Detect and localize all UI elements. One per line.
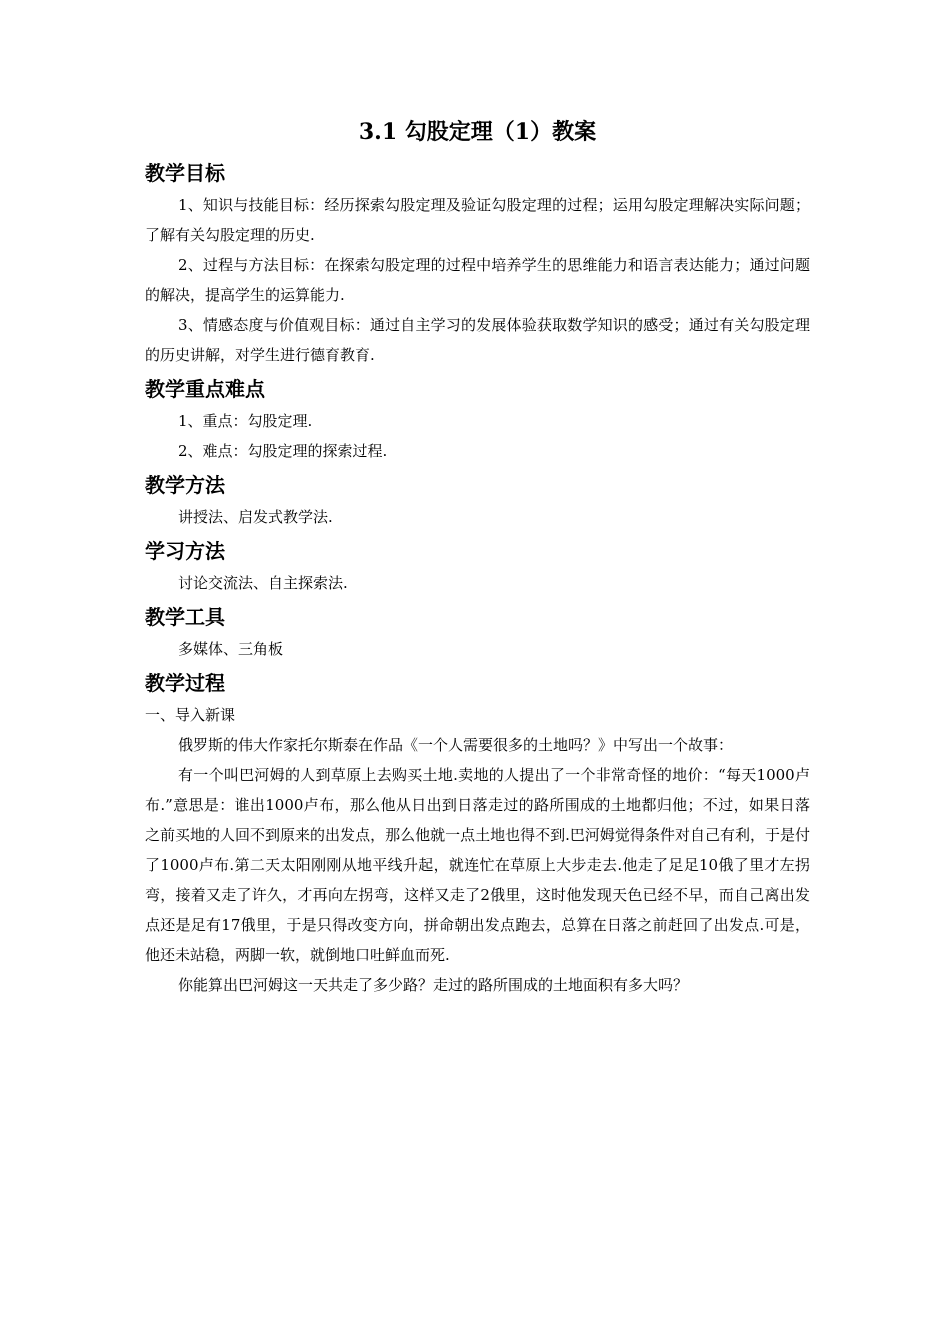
process-paragraph-3: 你能算出巴河姆这一天共走了多少路？走过的路所围成的土地面积有多大吗？ [178, 976, 689, 994]
process-paragraph-2: 有一个叫巴河姆的人到草原上去购买土地.卖地的人提出了一个非常奇怪的地价：“每天1000卢布.”意思是：谁出1000卢布，那么他从日出到日落走过的路所围成的土地都归他；不过，如果日落之前买地的人回不到原来的出发点，那么他就一点土地也得不到.巴河姆觉得条件对自己有利，于是付了1000卢布.第二天太阳刚刚从地平线升起，就连忙在草原上大步走去.他走了足足10俄了里才左拐弯，接着又走了许久，才再向左拐弯，这样又走了2俄里，这时他发现天色已经不早，而自己离出发点还是足有17俄里，于是只得改变方向，拼命朝出发点跑去，总算在日落之前赶回了出发点.可是，他还未站稳，两脚一软，就倒地口吐鲜血而死. [145, 766, 810, 964]
key-point-item-1: 1、重点：勾股定理. [178, 412, 313, 430]
objective-item-3: 3、情感态度与价值观目标：通过自主学习的发展体验获取数学知识的感受；通过有关勾股定理的历史讲解，对学生进行德育教育. [145, 316, 810, 364]
process-paragraph-1: 俄罗斯的伟大作家托尔斯泰在作品《一个人需要很多的土地吗？》中写出一个故事： [178, 736, 734, 754]
heading-objectives: 教学目标 [145, 161, 225, 185]
heading-learning-method: 学习方法 [145, 539, 225, 563]
learning-method-text: 讨论交流法、自主探索法. [178, 574, 348, 592]
objective-item-2: 2、过程与方法目标：在探索勾股定理的过程中培养学生的思维能力和语言表达能力；通过问题的解决，提高学生的运算能力. [145, 256, 810, 304]
document-page [145, 114, 810, 1000]
objective-item-1: 1、知识与技能目标：经历探索勾股定理及验证勾股定理的过程；运用勾股定理解决实际问题；了解有关勾股定理的历史. [145, 196, 810, 244]
key-point-item-2: 2、难点：勾股定理的探索过程. [178, 442, 388, 460]
heading-key-points: 教学重点难点 [145, 377, 265, 401]
heading-process: 教学过程 [145, 671, 225, 695]
page-title: 3.1 勾股定理（1）教案 [358, 119, 597, 145]
tools-text: 多媒体、三角板 [178, 640, 284, 658]
heading-tools: 教学工具 [145, 605, 225, 629]
teaching-method-text: 讲授法、启发式教学法. [178, 508, 333, 526]
heading-teaching-method: 教学方法 [145, 473, 225, 497]
process-subheading: 一、导入新课 [145, 706, 236, 724]
